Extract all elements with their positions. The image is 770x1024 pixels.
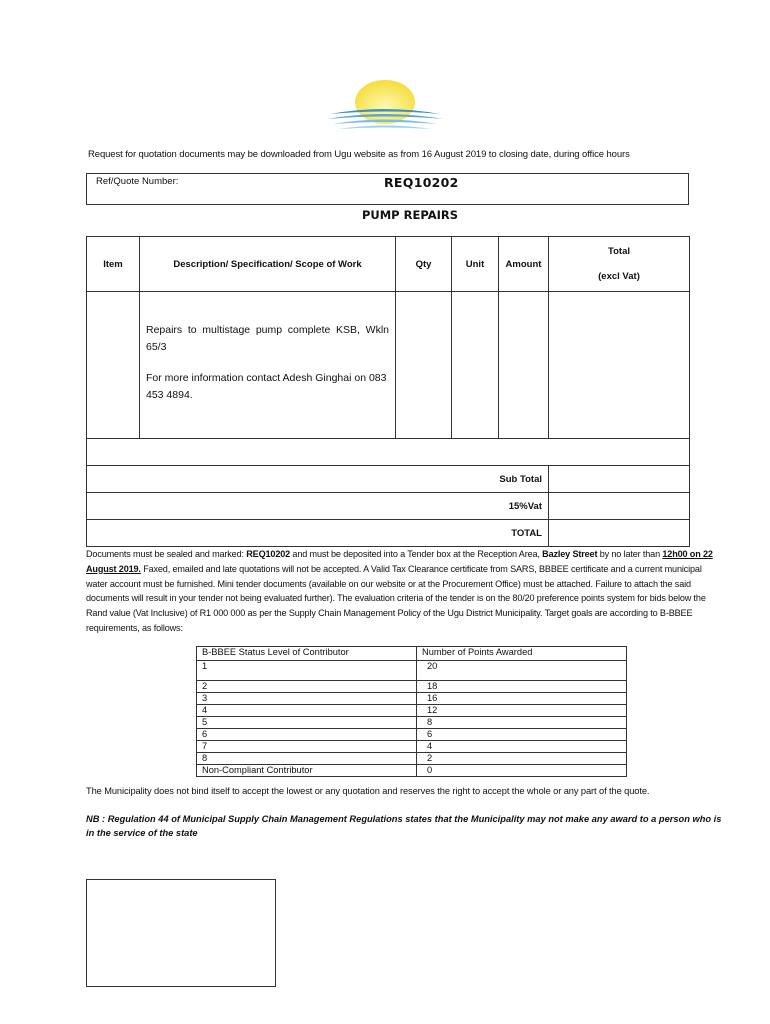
- bbbee-row: [197, 661, 627, 681]
- header-unit: Unit: [452, 237, 499, 292]
- bbbee-points: 16: [417, 693, 627, 705]
- bbbee-row: [197, 765, 627, 777]
- bbbee-level: 5: [197, 717, 417, 729]
- para-street-bold: Bazley Street: [542, 549, 598, 559]
- total-row: [87, 520, 690, 547]
- bbbee-row: [197, 741, 627, 753]
- bbbee-points: 0: [417, 765, 627, 777]
- subtotal-row: [87, 466, 690, 493]
- bbbee-level: 1: [197, 661, 417, 681]
- bbbee-level: Non-Compliant Contributor: [197, 765, 417, 777]
- total-cell: [549, 292, 690, 439]
- header-total-line2: (excl Vat): [598, 271, 640, 282]
- quotation-table: [86, 236, 690, 547]
- header-total-line1: Total: [608, 246, 630, 257]
- para-deadline-bold: 12h00 on 22 August 2019.: [86, 549, 713, 574]
- bbbee-row: [197, 717, 627, 729]
- total-label: TOTAL: [87, 520, 549, 547]
- bbbee-points: 6: [417, 729, 627, 741]
- description-text: Repairs to multistage pump complete KSB, Wkln 65/3: [146, 324, 389, 353]
- header-total: [549, 237, 690, 292]
- submission-paragraph: [86, 547, 718, 636]
- bbbee-level: 2: [197, 681, 417, 693]
- vat-row: [87, 493, 690, 520]
- unit-cell: [452, 292, 499, 439]
- spacer-cell: [87, 439, 690, 466]
- bbbee-row: [197, 753, 627, 765]
- municipality-logo: [325, 78, 445, 134]
- bbbee-level: 7: [197, 741, 417, 753]
- item-cell: [87, 292, 140, 439]
- contact-text: For more information contact Adesh Ginghai on 083 453 4894.: [146, 372, 387, 401]
- header-description: Description/ Specification/ Scope of Work: [140, 237, 396, 292]
- bbbee-level: 8: [197, 753, 417, 765]
- bbbee-header-level: B-BBEE Status Level of Contributor: [197, 647, 417, 661]
- para-part-4: Faxed, emailed and late quotations will not be accepted. A Valid Tax Clearance certificate from SARS, BBBEE certificate and a current municipal water account must be furnished. Mini tender documents (available on our website or at the Procurement Office) must be attached. Failure to attach the said documents will result in your tender not being evaluated further). The evaluation criteria of the tender is on the 80/20 preference points system for bids below the Rand value (Vat Inclusive) of R1 000 000 as per the Supply Chain Management Policy of the Ugu District Municipality. Target goals are according to B-BBEE requirements, as follows:: [86, 563, 706, 633]
- bbbee-level: 6: [197, 729, 417, 741]
- amount-cell: [499, 292, 549, 439]
- bbbee-points: 12: [417, 705, 627, 717]
- bbbee-header-points: Number of Points Awarded: [417, 647, 627, 661]
- bbbee-level: 3: [197, 693, 417, 705]
- vat-value-cell: [549, 493, 690, 520]
- page-title: PUMP REPAIRS: [361, 208, 459, 222]
- quotation-header-row: [87, 237, 690, 292]
- municipality-note: The Municipality does not bind itself to accept the lowest or any quotation and reserves the right to accept the whole or any part of the quote.: [86, 786, 650, 796]
- spacer-row: [87, 439, 690, 466]
- header-amount: Amount: [499, 237, 549, 292]
- header-qty: Qty: [396, 237, 452, 292]
- para-part-3: by no later than: [597, 549, 663, 559]
- regulation-note: NB : Regulation 44 of Municipal Supply Chain Management Regulations states that the Municipality may not make any award to a person who is in the service of the state: [86, 814, 722, 838]
- bbbee-points: 2: [417, 753, 627, 765]
- header-item: Item: [87, 237, 140, 292]
- subtotal-label: Sub Total: [87, 466, 549, 493]
- ref-quote-label: Ref/Quote Number:: [96, 176, 179, 187]
- qty-cell: [396, 292, 452, 439]
- vat-label: 15%Vat: [87, 493, 549, 520]
- bbbee-table: [196, 646, 627, 777]
- bbbee-row: [197, 681, 627, 693]
- bbbee-points: 8: [417, 717, 627, 729]
- description-cell: [140, 292, 396, 439]
- para-part-1: Documents must be sealed and marked:: [86, 549, 247, 559]
- bbbee-points: 20: [417, 661, 627, 681]
- total-value-cell: [549, 520, 690, 547]
- bbbee-row: [197, 693, 627, 705]
- para-part-2: and must be deposited into a Tender box at the Reception Area,: [290, 549, 543, 559]
- bbbee-row: [197, 729, 627, 741]
- intro-text: Request for quotation documents may be downloaded from Ugu website as from 16 August 2019 to closing date, during office hours: [88, 149, 630, 160]
- stamp-box: [86, 879, 276, 987]
- ref-quote-value: REQ10202: [384, 175, 459, 190]
- subtotal-value-cell: [549, 466, 690, 493]
- bbbee-points: 4: [417, 741, 627, 753]
- bbbee-level: 4: [197, 705, 417, 717]
- bbbee-points: 18: [417, 681, 627, 693]
- bbbee-header-row: [197, 647, 627, 661]
- para-ref-bold: REQ10202: [246, 549, 291, 559]
- quotation-item-row: [87, 292, 690, 439]
- bbbee-row: [197, 705, 627, 717]
